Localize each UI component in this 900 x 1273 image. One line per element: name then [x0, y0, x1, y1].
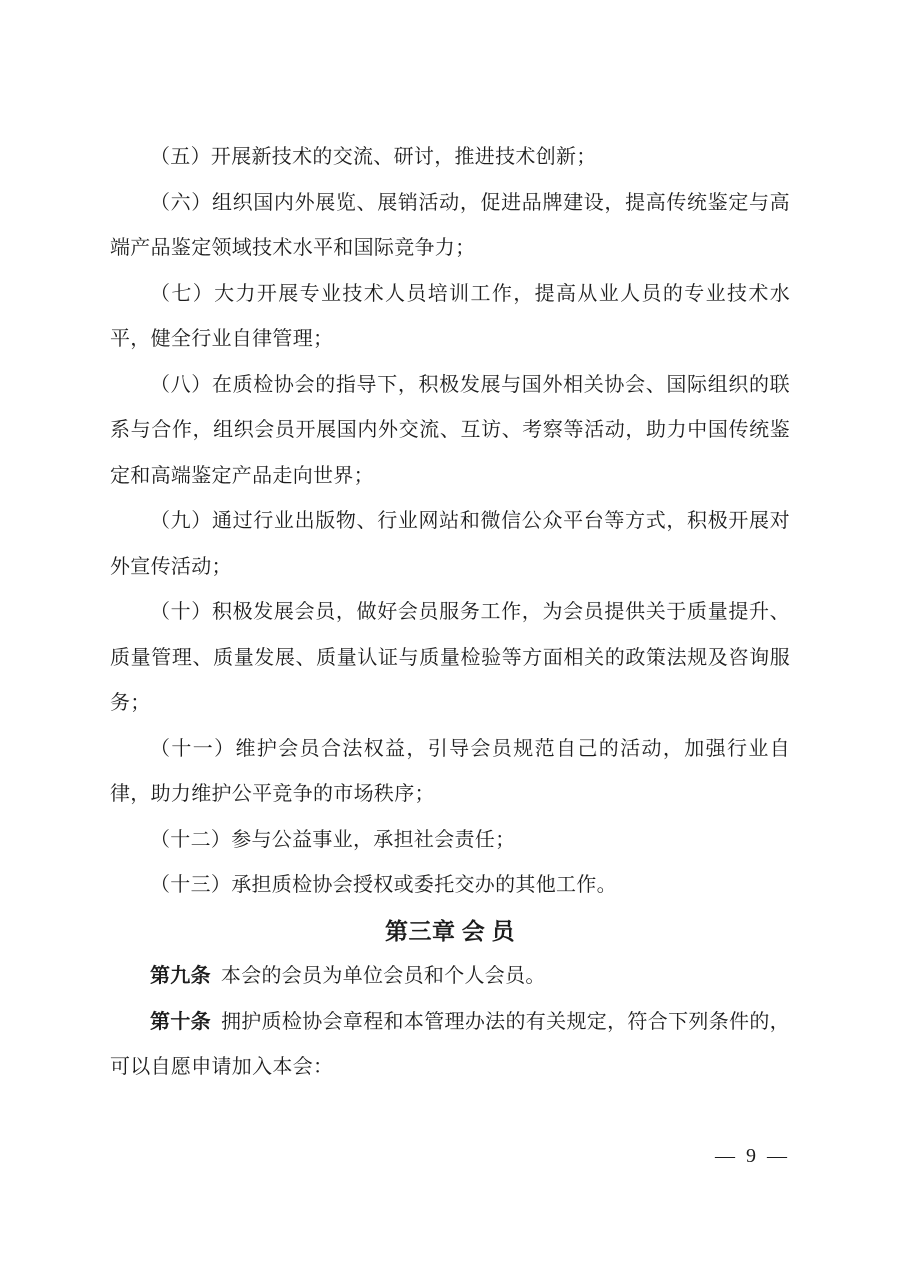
clause-8: （八）在质检协会的指导下，积极发展与国外相关协会、国际组织的联系与合作，组织会员开展国内外交流、互访、考察等活动，助力中国传统鉴定和高端鉴定产品走向世界； [110, 373, 790, 487]
article-10-text: 拥护质检协会章程和本管理办法的有关规定，符合下列条件的，可以自愿申请加入本会： [110, 1010, 790, 1078]
clause-7: （七）大力开展专业技术人员培训工作，提高从业人员的专业技术水平，健全行业自律管理； [110, 282, 790, 350]
article-9 [110, 954, 790, 1000]
article-9-label: 第九条 [150, 965, 211, 987]
clause-9: （九）通过行业出版物、行业网站和微信公众平台等方式，积极开展对外宣传活动； [110, 510, 790, 578]
chapter-heading: 第三章 会 员 [385, 918, 515, 944]
clause-6: （六）组织国内外展览、展销活动，促进品牌建设，提高传统鉴定与高端产品鉴定领域技术水平和国际竞争力； [110, 191, 790, 259]
clause-11: （十一）维护会员合法权益，引导会员规范自己的活动，加强行业自律，助力维护公平竞争的市场秩序； [110, 737, 790, 805]
clause-13: （十三）承担质检协会授权或委托交办的其他工作。 [150, 874, 617, 896]
page-number: — 9 — [715, 1145, 787, 1167]
clause-5: （五）开展新技术的交流、研讨，推进技术创新； [150, 146, 597, 168]
article-10 [110, 1000, 790, 1091]
clause-12: （十二）参与公益事业，承担社会责任； [150, 828, 516, 851]
article-10-label: 第十条 [150, 1010, 211, 1033]
document-content [110, 135, 790, 1091]
article-9-text: 本会的会员为单位会员和个人会员。 [220, 965, 546, 987]
clause-10: （十）积极发展会员，做好会员服务工作，为会员提供关于质量提升、质量管理、质量发展、质量认证与质量检验等方面相关的政策法规及咨询服务； [110, 601, 790, 714]
